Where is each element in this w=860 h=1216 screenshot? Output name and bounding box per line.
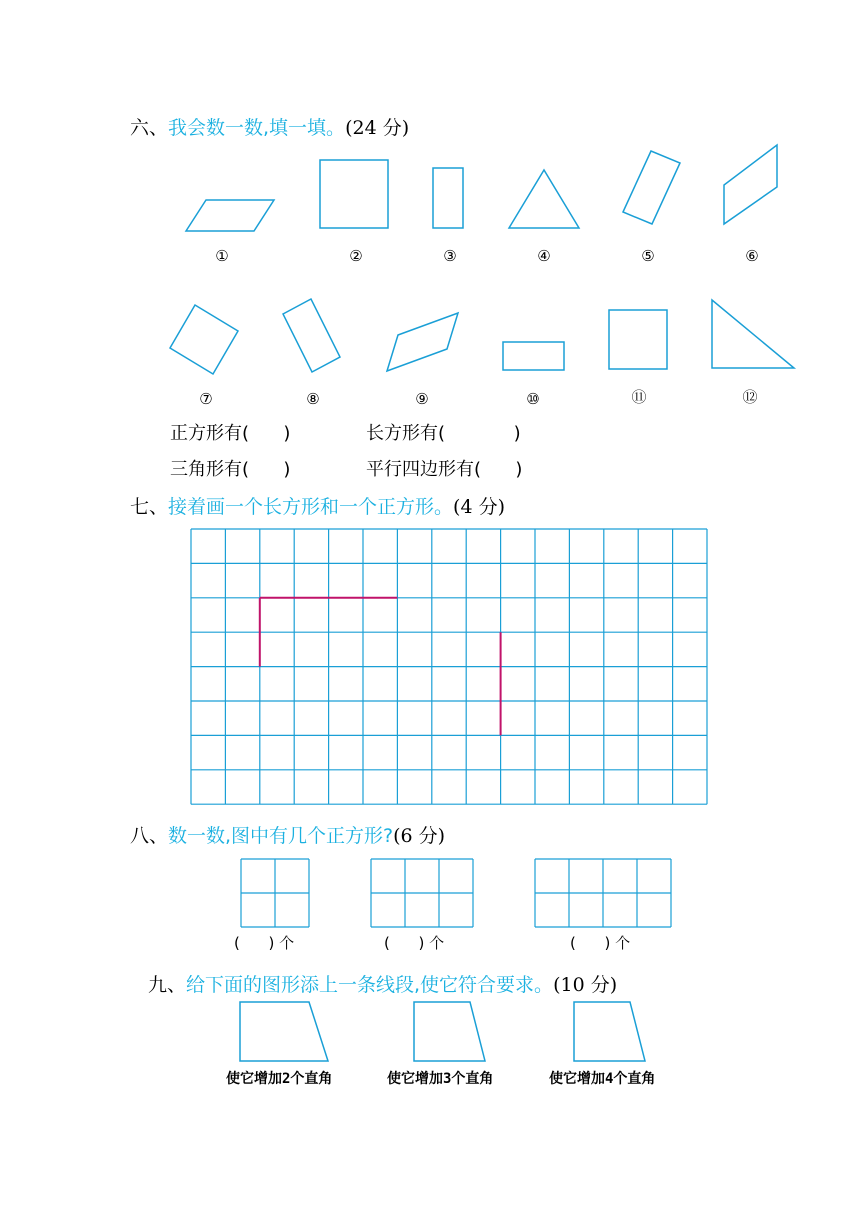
square-figure-2x2 — [240, 858, 312, 930]
shape-label-2: ② — [349, 247, 363, 265]
section-8-instruction: 数一数,图中有几个正方形? — [168, 825, 394, 847]
section-7-number: 七、 — [130, 496, 169, 518]
shape-label-12: ⑫ — [742, 388, 758, 406]
drawing-grid[interactable] — [190, 528, 710, 806]
trapezoid-figures — [0, 1000, 860, 1080]
section-9-title — [148, 973, 617, 997]
shape-5-rectangle — [623, 151, 680, 224]
shape-label-7: ⑦ — [199, 390, 213, 408]
square-figure-3x2 — [370, 858, 476, 930]
shape-9-parallelogram — [387, 313, 458, 371]
shape-1-parallelogram — [186, 200, 274, 231]
section-7-instruction: 接着画一个长方形和一个正方形。 — [168, 496, 454, 518]
shape-8-rectangle — [283, 299, 340, 372]
count-answer-2: ( ) 个 — [384, 934, 445, 952]
answer-square: 正方形有( ) — [170, 423, 291, 444]
section-8-title — [130, 824, 445, 848]
section-9-instruction: 给下面的图形添上一条线段,使它符合要求。 — [186, 974, 554, 996]
caption-3: 使它增加4个直角 — [549, 1071, 656, 1087]
caption-1: 使它增加2个直角 — [226, 1071, 333, 1087]
shape-label-3: ③ — [443, 247, 457, 265]
section-6-number: 六、 — [130, 117, 169, 139]
section-9-score: (10 分) — [553, 974, 618, 996]
caption-2: 使它增加3个直角 — [387, 1071, 494, 1087]
shape-label-10: ⑩ — [526, 390, 540, 408]
shape-6-parallelogram — [724, 145, 777, 224]
square-figure-4x2 — [534, 858, 674, 930]
shape-10-rectangle — [503, 342, 564, 370]
section-8-number: 八、 — [130, 825, 169, 847]
answer-rectangle: 长方形有( ) — [366, 423, 521, 444]
shape-11-square — [609, 310, 667, 369]
section-7-title — [130, 495, 505, 519]
trapezoid-1 — [240, 1002, 328, 1061]
trapezoid-3 — [574, 1002, 645, 1061]
section-8-score: (6 分) — [393, 825, 446, 847]
trapezoid-2 — [414, 1002, 485, 1061]
shape-label-6: ⑥ — [745, 247, 759, 265]
shape-3-rectangle — [433, 168, 463, 228]
section-7-score: (4 分) — [453, 496, 505, 518]
shapes-figure — [0, 0, 860, 420]
section-6-score: (24 分) — [345, 117, 410, 139]
shape-label-1: ① — [215, 247, 229, 265]
shape-4-triangle — [509, 170, 579, 228]
shape-label-11: ⑪ — [631, 388, 647, 406]
shape-2-square — [320, 160, 388, 228]
count-answer-1: ( ) 个 — [234, 934, 295, 952]
shape-label-4: ④ — [537, 247, 551, 265]
section-9-number: 九、 — [148, 974, 187, 996]
answer-triangle: 三角形有( ) — [170, 459, 291, 480]
shape-label-5: ⑤ — [641, 247, 655, 265]
count-answer-3: ( ) 个 — [570, 934, 631, 952]
shape-label-8: ⑧ — [306, 390, 320, 408]
section-6-instruction: 我会数一数,填一填。 — [168, 117, 346, 139]
shape-label-9: ⑨ — [415, 390, 429, 408]
shape-12-triangle — [712, 300, 794, 368]
answer-parallelogram: 平行四边形有( ) — [366, 459, 523, 480]
shape-7-square — [170, 305, 238, 374]
